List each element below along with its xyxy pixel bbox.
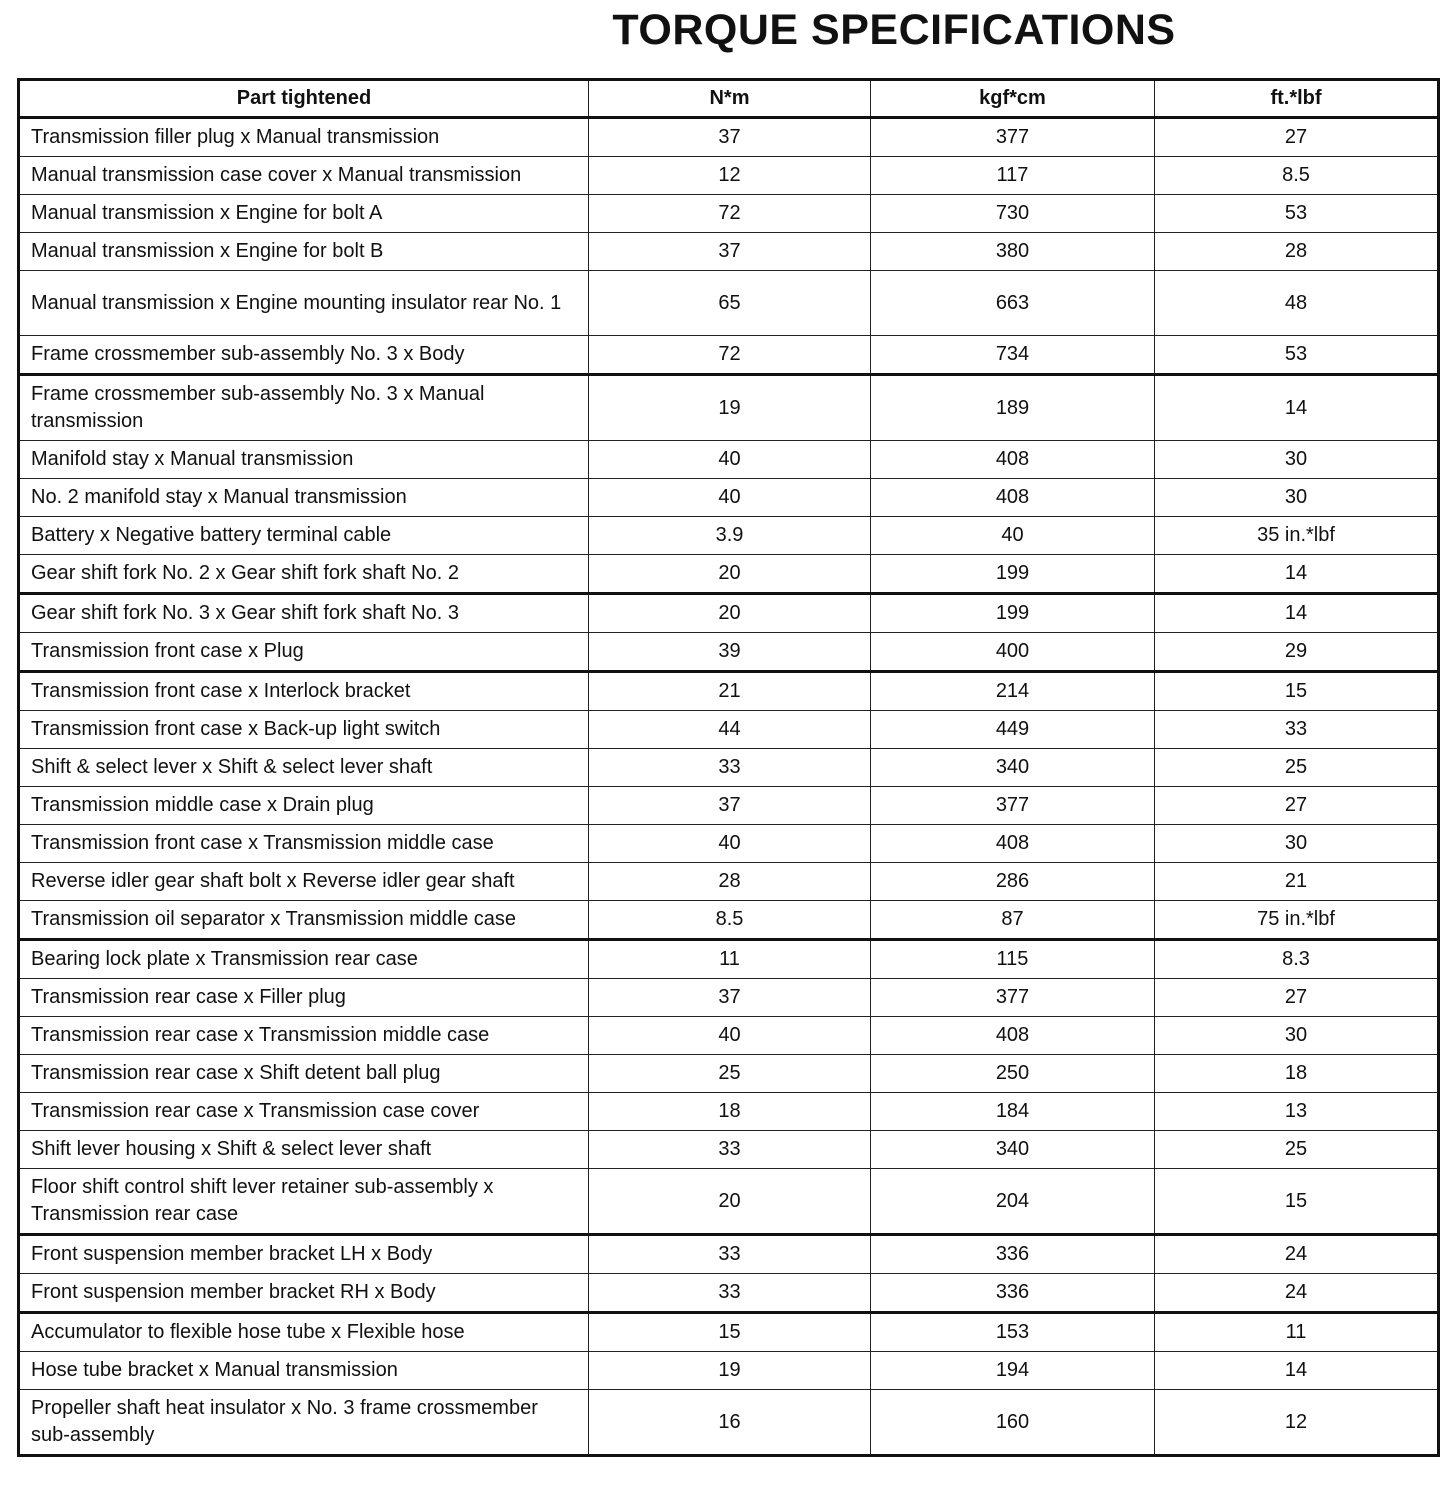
- part-tightened-cell: Transmission oil separator x Transmission middle case: [19, 901, 589, 940]
- table-row: [19, 118, 1439, 157]
- table-row: [19, 711, 1439, 749]
- kgf-cm-cell: 408: [871, 1017, 1155, 1055]
- kgf-cm-cell: 199: [871, 594, 1155, 633]
- newton-meters-cell: 8.5: [589, 901, 871, 940]
- ft-lbf-cell: 14: [1155, 555, 1439, 594]
- kgf-cm-cell: 286: [871, 863, 1155, 901]
- part-tightened-cell: Manual transmission x Engine for bolt B: [19, 233, 589, 271]
- part-tightened-cell: Bearing lock plate x Transmission rear case: [19, 940, 589, 979]
- table-row: [19, 979, 1439, 1017]
- kgf-cm-cell: 377: [871, 979, 1155, 1017]
- newton-meters-cell: 20: [589, 555, 871, 594]
- newton-meters-cell: 19: [589, 1352, 871, 1390]
- part-tightened-cell: Shift & select lever x Shift & select lever shaft: [19, 749, 589, 787]
- header-kgf-cm: kgf*cm: [871, 80, 1155, 118]
- table-row: [19, 1169, 1439, 1235]
- newton-meters-cell: 37: [589, 787, 871, 825]
- table-row: [19, 233, 1439, 271]
- table-row: [19, 555, 1439, 594]
- table-row: [19, 517, 1439, 555]
- table-row: [19, 1235, 1439, 1274]
- part-tightened-cell: Battery x Negative battery terminal cable: [19, 517, 589, 555]
- newton-meters-cell: 72: [589, 195, 871, 233]
- table-row: [19, 1093, 1439, 1131]
- part-tightened-cell: Transmission middle case x Drain plug: [19, 787, 589, 825]
- kgf-cm-cell: 340: [871, 1131, 1155, 1169]
- kgf-cm-cell: 40: [871, 517, 1155, 555]
- newton-meters-cell: 72: [589, 336, 871, 375]
- table-row: [19, 336, 1439, 375]
- table-row: [19, 901, 1439, 940]
- newton-meters-cell: 40: [589, 479, 871, 517]
- ft-lbf-cell: 14: [1155, 594, 1439, 633]
- newton-meters-cell: 20: [589, 594, 871, 633]
- kgf-cm-cell: 87: [871, 901, 1155, 940]
- ft-lbf-cell: 25: [1155, 1131, 1439, 1169]
- header-ft-lbf: ft.*lbf: [1155, 80, 1439, 118]
- table-row: [19, 787, 1439, 825]
- table-row: [19, 749, 1439, 787]
- ft-lbf-cell: 11: [1155, 1313, 1439, 1352]
- kgf-cm-cell: 115: [871, 940, 1155, 979]
- ft-lbf-cell: 24: [1155, 1235, 1439, 1274]
- newton-meters-cell: 37: [589, 979, 871, 1017]
- kgf-cm-cell: 336: [871, 1235, 1155, 1274]
- ft-lbf-cell: 8.5: [1155, 157, 1439, 195]
- ft-lbf-cell: 21: [1155, 863, 1439, 901]
- table-row: [19, 633, 1439, 672]
- newton-meters-cell: 28: [589, 863, 871, 901]
- newton-meters-cell: 19: [589, 375, 871, 441]
- header-part-tightened: Part tightened: [19, 80, 589, 118]
- ft-lbf-cell: 30: [1155, 441, 1439, 479]
- ft-lbf-cell: 18: [1155, 1055, 1439, 1093]
- table-row: [19, 157, 1439, 195]
- table-row: [19, 1390, 1439, 1456]
- newton-meters-cell: 37: [589, 233, 871, 271]
- newton-meters-cell: 25: [589, 1055, 871, 1093]
- ft-lbf-cell: 33: [1155, 711, 1439, 749]
- newton-meters-cell: 37: [589, 118, 871, 157]
- table-row: [19, 1274, 1439, 1313]
- kgf-cm-cell: 380: [871, 233, 1155, 271]
- part-tightened-cell: Transmission rear case x Shift detent ball plug: [19, 1055, 589, 1093]
- kgf-cm-cell: 408: [871, 479, 1155, 517]
- newton-meters-cell: 18: [589, 1093, 871, 1131]
- ft-lbf-cell: 13: [1155, 1093, 1439, 1131]
- ft-lbf-cell: 29: [1155, 633, 1439, 672]
- kgf-cm-cell: 214: [871, 672, 1155, 711]
- table-row: [19, 825, 1439, 863]
- table-row: [19, 375, 1439, 441]
- part-tightened-cell: Gear shift fork No. 3 x Gear shift fork shaft No. 3: [19, 594, 589, 633]
- kgf-cm-cell: 184: [871, 1093, 1155, 1131]
- kgf-cm-cell: 663: [871, 271, 1155, 336]
- part-tightened-cell: Front suspension member bracket RH x Body: [19, 1274, 589, 1313]
- part-tightened-cell: No. 2 manifold stay x Manual transmission: [19, 479, 589, 517]
- part-tightened-cell: Transmission front case x Interlock bracket: [19, 672, 589, 711]
- kgf-cm-cell: 204: [871, 1169, 1155, 1235]
- newton-meters-cell: 44: [589, 711, 871, 749]
- newton-meters-cell: 33: [589, 1131, 871, 1169]
- newton-meters-cell: 12: [589, 157, 871, 195]
- ft-lbf-cell: 27: [1155, 118, 1439, 157]
- kgf-cm-cell: 199: [871, 555, 1155, 594]
- newton-meters-cell: 15: [589, 1313, 871, 1352]
- part-tightened-cell: Transmission filler plug x Manual transmission: [19, 118, 589, 157]
- kgf-cm-cell: 189: [871, 375, 1155, 441]
- ft-lbf-cell: 35 in.*lbf: [1155, 517, 1439, 555]
- ft-lbf-cell: 12: [1155, 1390, 1439, 1456]
- newton-meters-cell: 16: [589, 1390, 871, 1456]
- ft-lbf-cell: 14: [1155, 375, 1439, 441]
- kgf-cm-cell: 336: [871, 1274, 1155, 1313]
- part-tightened-cell: Frame crossmember sub-assembly No. 3 x Body: [19, 336, 589, 375]
- ft-lbf-cell: 27: [1155, 787, 1439, 825]
- ft-lbf-cell: 15: [1155, 1169, 1439, 1235]
- newton-meters-cell: 33: [589, 749, 871, 787]
- header-newton-meters: N*m: [589, 80, 871, 118]
- ft-lbf-cell: 53: [1155, 336, 1439, 375]
- table-row: [19, 594, 1439, 633]
- kgf-cm-cell: 730: [871, 195, 1155, 233]
- part-tightened-cell: Manifold stay x Manual transmission: [19, 441, 589, 479]
- part-tightened-cell: Propeller shaft heat insulator x No. 3 frame crossmember sub-assembly: [19, 1390, 589, 1456]
- part-tightened-cell: Transmission rear case x Transmission case cover: [19, 1093, 589, 1131]
- kgf-cm-cell: 734: [871, 336, 1155, 375]
- kgf-cm-cell: 340: [871, 749, 1155, 787]
- part-tightened-cell: Manual transmission case cover x Manual transmission: [19, 157, 589, 195]
- part-tightened-cell: Gear shift fork No. 2 x Gear shift fork shaft No. 2: [19, 555, 589, 594]
- ft-lbf-cell: 27: [1155, 979, 1439, 1017]
- part-tightened-cell: Manual transmission x Engine mounting insulator rear No. 1: [19, 271, 589, 336]
- table-row: [19, 195, 1439, 233]
- table-header-row: [19, 80, 1439, 118]
- newton-meters-cell: 65: [589, 271, 871, 336]
- newton-meters-cell: 20: [589, 1169, 871, 1235]
- newton-meters-cell: 33: [589, 1235, 871, 1274]
- kgf-cm-cell: 160: [871, 1390, 1155, 1456]
- part-tightened-cell: Floor shift control shift lever retainer sub-assembly x Transmission rear case: [19, 1169, 589, 1235]
- newton-meters-cell: 40: [589, 825, 871, 863]
- table-body: [19, 118, 1439, 1456]
- ft-lbf-cell: 25: [1155, 749, 1439, 787]
- kgf-cm-cell: 194: [871, 1352, 1155, 1390]
- newton-meters-cell: 21: [589, 672, 871, 711]
- part-tightened-cell: Transmission front case x Plug: [19, 633, 589, 672]
- torque-spec-table: [17, 78, 1440, 1457]
- kgf-cm-cell: 408: [871, 825, 1155, 863]
- table-row: [19, 441, 1439, 479]
- kgf-cm-cell: 250: [871, 1055, 1155, 1093]
- ft-lbf-cell: 75 in.*lbf: [1155, 901, 1439, 940]
- ft-lbf-cell: 24: [1155, 1274, 1439, 1313]
- table-row: [19, 1017, 1439, 1055]
- kgf-cm-cell: 377: [871, 787, 1155, 825]
- table-row: [19, 940, 1439, 979]
- kgf-cm-cell: 153: [871, 1313, 1155, 1352]
- newton-meters-cell: 33: [589, 1274, 871, 1313]
- table-row: [19, 1313, 1439, 1352]
- newton-meters-cell: 40: [589, 1017, 871, 1055]
- ft-lbf-cell: 30: [1155, 1017, 1439, 1055]
- ft-lbf-cell: 48: [1155, 271, 1439, 336]
- part-tightened-cell: Accumulator to flexible hose tube x Flexible hose: [19, 1313, 589, 1352]
- kgf-cm-cell: 449: [871, 711, 1155, 749]
- page-title: TORQUE SPECIFICATIONS: [612, 6, 1176, 54]
- ft-lbf-cell: 53: [1155, 195, 1439, 233]
- table-row: [19, 863, 1439, 901]
- part-tightened-cell: Manual transmission x Engine for bolt A: [19, 195, 589, 233]
- ft-lbf-cell: 28: [1155, 233, 1439, 271]
- kgf-cm-cell: 408: [871, 441, 1155, 479]
- table-row: [19, 672, 1439, 711]
- newton-meters-cell: 39: [589, 633, 871, 672]
- table-row: [19, 271, 1439, 336]
- kgf-cm-cell: 377: [871, 118, 1155, 157]
- newton-meters-cell: 3.9: [589, 517, 871, 555]
- part-tightened-cell: Reverse idler gear shaft bolt x Reverse idler gear shaft: [19, 863, 589, 901]
- kgf-cm-cell: 400: [871, 633, 1155, 672]
- table-row: [19, 479, 1439, 517]
- part-tightened-cell: Front suspension member bracket LH x Body: [19, 1235, 589, 1274]
- part-tightened-cell: Transmission rear case x Transmission middle case: [19, 1017, 589, 1055]
- kgf-cm-cell: 117: [871, 157, 1155, 195]
- part-tightened-cell: Shift lever housing x Shift & select lever shaft: [19, 1131, 589, 1169]
- ft-lbf-cell: 15: [1155, 672, 1439, 711]
- newton-meters-cell: 40: [589, 441, 871, 479]
- ft-lbf-cell: 30: [1155, 825, 1439, 863]
- part-tightened-cell: Frame crossmember sub-assembly No. 3 x Manual transmission: [19, 375, 589, 441]
- part-tightened-cell: Hose tube bracket x Manual transmission: [19, 1352, 589, 1390]
- part-tightened-cell: Transmission front case x Back-up light switch: [19, 711, 589, 749]
- newton-meters-cell: 11: [589, 940, 871, 979]
- ft-lbf-cell: 8.3: [1155, 940, 1439, 979]
- part-tightened-cell: Transmission front case x Transmission middle case: [19, 825, 589, 863]
- ft-lbf-cell: 30: [1155, 479, 1439, 517]
- part-tightened-cell: Transmission rear case x Filler plug: [19, 979, 589, 1017]
- table-row: [19, 1352, 1439, 1390]
- table-row: [19, 1055, 1439, 1093]
- table-row: [19, 1131, 1439, 1169]
- ft-lbf-cell: 14: [1155, 1352, 1439, 1390]
